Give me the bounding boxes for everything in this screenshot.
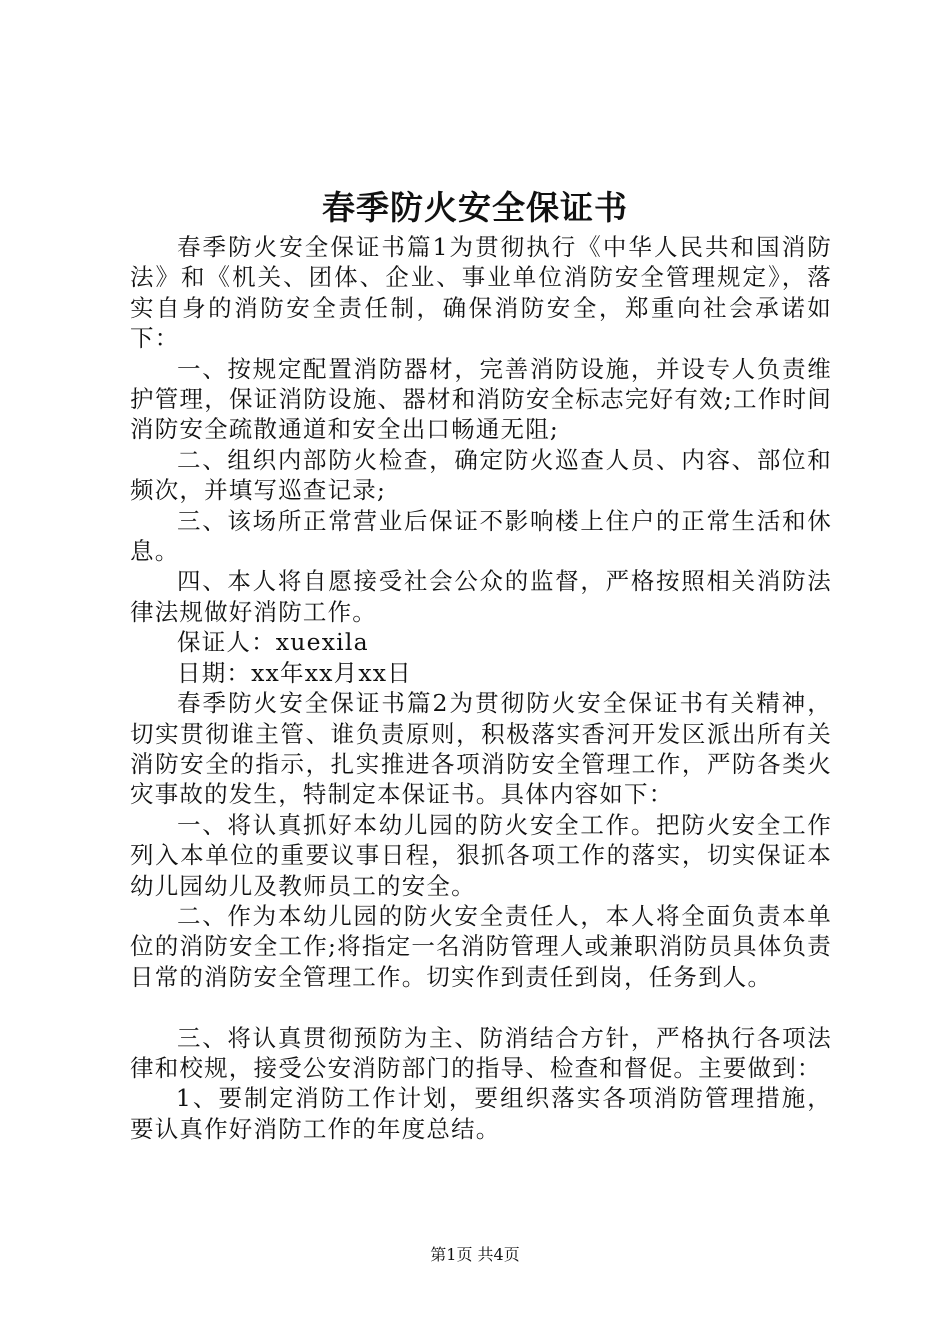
paragraph: 一、按规定配置消防器材，完善消防设施，并设专人负责维护管理，保证消防设施、器材和消防安全标志完好有效;工作时间消防安全疏散通道和安全出口畅通无阻; [130,354,832,444]
paragraph: 三、该场所正常营业后保证不影响楼上住户的正常生活和休息。 [130,506,832,566]
paragraph: 二、组织内部防火检查，确定防火巡查人员、内容、部位和频次，并填写巡查记录; [130,445,832,505]
blank-line [130,992,832,1022]
paragraph: 1、要制定消防工作计划，要组织落实各项消防管理措施，要认真作好消防工作的年度总结。 [130,1084,832,1143]
page-footer: 第1页 共4页 [430,1245,520,1264]
paragraph: 春季防火安全保证书篇2为贯彻防火安全保证书有关精神，切实贯彻谁主管、谁负责原则，积极落实香河开发区派出所有关消防安全的指示，扎实推进各项消防安全管理工作，严防各类火灾事故的发生，特制定本保证书。具体内容如下： [130,689,832,809]
paragraph: 春季防火安全保证书篇1为贯彻执行《中华人民共和国消防法》和《机关、团体、企业、事业单位消防安全管理规定》，落实自身的消防安全责任制，确保消防安全，郑重向社会承诺如下： [130,233,832,353]
guarantor-line: 保证人：xuexila [177,628,369,657]
paragraph: 二、作为本幼儿园的防火安全责任人，本人将全面负责本单位的消防安全工作;将指定一名消防管理人或兼职消防员具体负责日常的消防安全管理工作。切实作到责任到岗，任务到人。 [130,901,832,991]
date-line: 日期：xx年xx月xx日 [177,658,412,687]
paragraph: 三、将认真贯彻预防为主、防消结合方针，严格执行各项法律和校规，接受公安消防部门的指导、检查和督促。主要做到： [130,1023,832,1082]
document-body [130,232,832,1144]
document-title: 春季防火安全保证书 [322,188,628,227]
paragraph: 一、将认真抓好本幼儿园的防火安全工作。把防火安全工作列入本单位的重要议事日程，狠抓各项工作的落实，切实保证本幼儿园幼儿及教师员工的安全。 [130,810,832,900]
paragraph: 四、本人将自愿接受社会公众的监督，严格按照相关消防法律法规做好消防工作。 [130,567,832,626]
